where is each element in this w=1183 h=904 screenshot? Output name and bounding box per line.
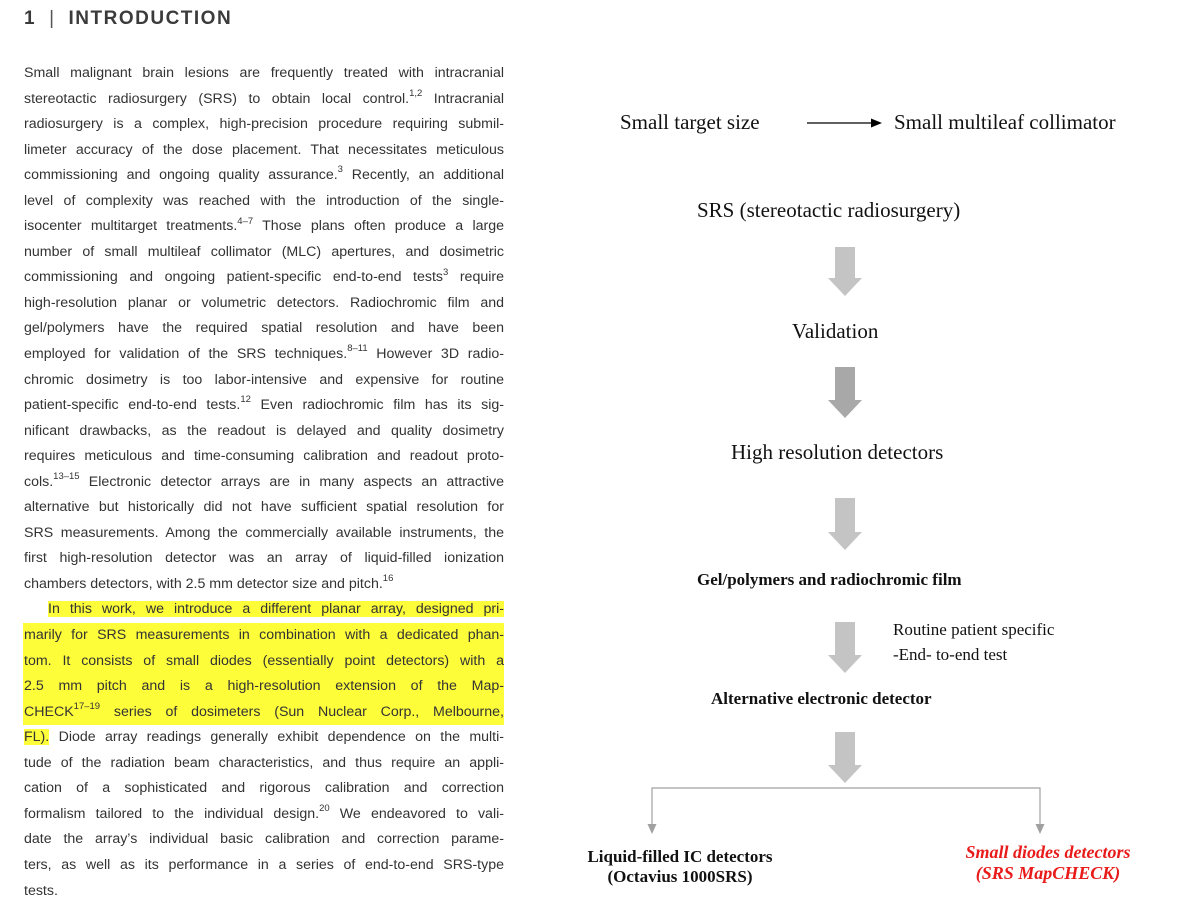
citation: 8–11 [347,343,367,354]
down-arrow [828,247,862,296]
section-title: INTRODUCTION [69,8,233,29]
paper-line: Small malignant brain lesions are frequently treated with intracranial [24,61,504,87]
down-arrow [828,367,862,418]
citation: 3 [338,164,343,175]
citation: 4–7 [237,216,253,227]
paper-line: radiosurgery is a complex, high-precision procedure requiring submil- [24,112,504,138]
highlighted-line: marily for SRS measurements in combination with a dedicated phan- [23,623,504,649]
paper-line: isocenter multitarget treatments.$^{4-7}$ Those plans often produce a large [24,214,504,240]
branch-arrow-left [648,824,657,834]
node-high-resolution-detectors: High resolution detectors [731,440,943,465]
node-routine-line1: Routine patient specific [893,620,1054,640]
branch-line [652,788,1040,826]
paper-line: FL). Diode array readings generally exhibit dependence on the multi- [24,725,504,751]
down-arrow [828,498,862,550]
flow-diagram [540,0,1183,897]
paper-line: number of small multileaf collimator (MLC) apertures, and dosimetric [24,240,504,266]
branch-arrow-right [1036,824,1045,834]
paper-line: commissioning and ongoing patient-specific end-to-end tests$^3$ require [24,265,504,291]
node-small-mlc: Small multileaf collimator [894,110,1116,135]
node-gel-polymers: Gel/polymers and radiochromic film [697,570,962,590]
node-liquid-filled-ic: Liquid-filled IC detectors (Octavius 1000SRS) [550,847,810,887]
paper-line: requires meticulous and time-consuming calibration and readout proto- [24,444,504,470]
citation: 16 [383,573,394,584]
highlighted-line: tom. It consists of small diodes (essentially point detectors) with a [23,649,504,675]
paper-line: first high-resolution detector was an array of liquid-filled ionization [24,546,504,572]
paper-body [24,61,504,904]
paper-line: employed for validation of the SRS techniques.$^{8-11}$ However 3D radio- [24,342,504,368]
node-alternative-electronic-detector: Alternative electronic detector [711,689,932,709]
paper-line: stereotactic radiosurgery (SRS) to obtain local control.$^{1,2}$ Intracranial [24,87,504,113]
citation: 12 [240,394,251,405]
down-arrow [828,732,862,783]
paper-line: limeter accuracy of the dose placement. That necessitates meticulous [24,138,504,164]
highlighted-line: In this work, we introduce a different planar array, designed pri- [24,597,504,623]
highlighted-fragment: FL). [24,729,49,745]
node-validation: Validation [792,319,878,344]
highlighted-line: CHECK$^{17-19}$ series of dosimeters (Sun Nuclear Corp., Melbourne, [23,700,504,726]
citation: 3 [443,267,448,278]
paper-line: tests. [24,879,504,904]
arrow-head-right [871,119,882,128]
paper-line: level of complexity was reached with the introduction of the single- [24,189,504,215]
citation: 13–15 [53,471,79,482]
paper-line: chromic dosimetry is too labor-intensive and expensive for routine [24,368,504,394]
paper-line: ters, as well as its performance in a series of end-to-end SRS-type [24,853,504,879]
paper-line: commissioning and ongoing quality assurance.$^3$ Recently, an additional [24,163,504,189]
paper-line: SRS measurements. Among the commercially available instruments, the [24,521,504,547]
section-heading: 1 | INTRODUCTION [24,8,232,30]
paper-line: chambers detectors, with 2.5 mm detector size and pitch.$^{16}$ [24,572,504,598]
paper-line: cols.$^{13-15}$ Electronic detector arrays are in many aspects an attractive [24,470,504,496]
paper-line: cation of a sophisticated and rigorous calibration and correction [24,776,504,802]
paper-line: tude of the radiation beam characteristics, and thus require an appli- [24,751,504,777]
down-arrow [828,622,862,673]
node-srs: SRS (stereotactic radiosurgery) [697,198,960,223]
paper-line: alternative but historically did not have sufficient spatial resolution for [24,495,504,521]
citation: 1,2 [409,88,422,99]
node-small-target-size: Small target size [620,110,760,135]
citation: 17–19 [74,701,100,712]
paper-line: nificant drawbacks, as the readout is delayed and quality dosimetry [24,419,504,445]
paper-line: high-resolution planar or volumetric detectors. Radiochromic film and [24,291,504,317]
paper-line: date the array’s individual basic calibration and correction parame- [24,827,504,853]
section-number: 1 [24,8,36,29]
paper-line: gel/polymers have the required spatial resolution and have been [24,316,504,342]
node-routine-line2: -End- to-end test [893,645,1007,665]
node-small-diodes: Small diodes detectors (SRS MapCHECK) [948,842,1148,884]
citation: 20 [319,803,330,814]
highlighted-line: 2.5 mm pitch and is a high-resolution extension of the Map- [23,674,504,700]
paper-line: patient-specific end-to-end tests.$^{12}$ Even radiochromic film has its sig- [24,393,504,419]
paper-line: formalism tailored to the individual design.$^{20}$ We endeavored to vali- [24,802,504,828]
